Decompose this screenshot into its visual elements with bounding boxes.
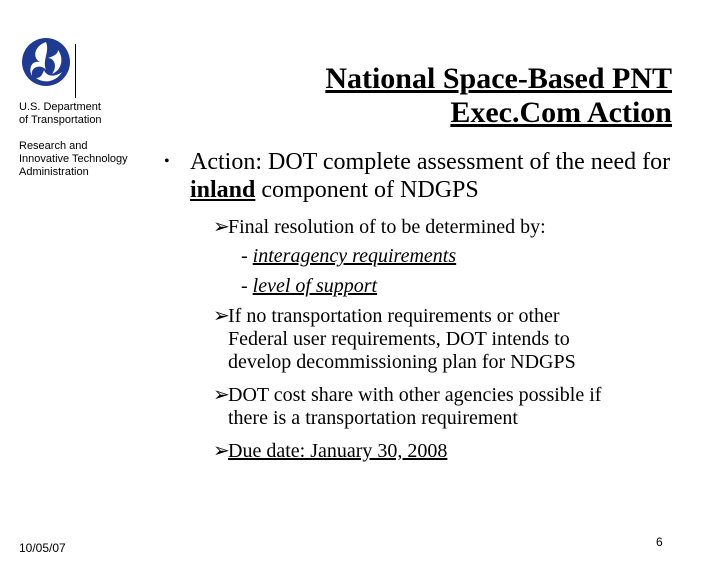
slide-title: National Space-Based PNT Exec.Com Action — [325, 62, 672, 129]
header-divider — [75, 44, 76, 98]
slide-date: 10/05/07 — [19, 541, 66, 555]
page-number: 6 — [656, 535, 663, 549]
arrow-bullet-icon: ➢ — [213, 384, 230, 406]
arrow-bullet-icon: ➢ — [213, 305, 230, 327]
sub-bullet-list — [213, 216, 693, 463]
sub-bullet-resolution: ➢ Final resolution of to be determined by: — [213, 216, 546, 238]
arrow-bullet-icon: ➢ — [213, 216, 230, 238]
sub-bullet-cost-share: ➢ DOT cost share with other agencies possible if there is a transportation requirement — [213, 384, 602, 429]
arrow-bullet-icon: ➢ — [213, 440, 230, 462]
bullet-dot-icon: • — [164, 153, 170, 170]
dash-item-interagency: - interagency requirements — [241, 245, 457, 267]
dot-logo-icon — [20, 36, 72, 88]
sub-bullet-due-date: ➢ Due date: January 30, 2008 — [213, 440, 448, 462]
department-name: U.S. Department of Transportation — [19, 101, 102, 126]
dash-item-support: - level of support — [241, 275, 378, 297]
administration-name: Research and Innovative Technology Administration — [19, 140, 128, 178]
sub-bullet-decommission: ➢ If no transportation requirements or other Federal user requirements, DOT intends to develop decommissioning plan for NDGPS — [213, 305, 576, 373]
